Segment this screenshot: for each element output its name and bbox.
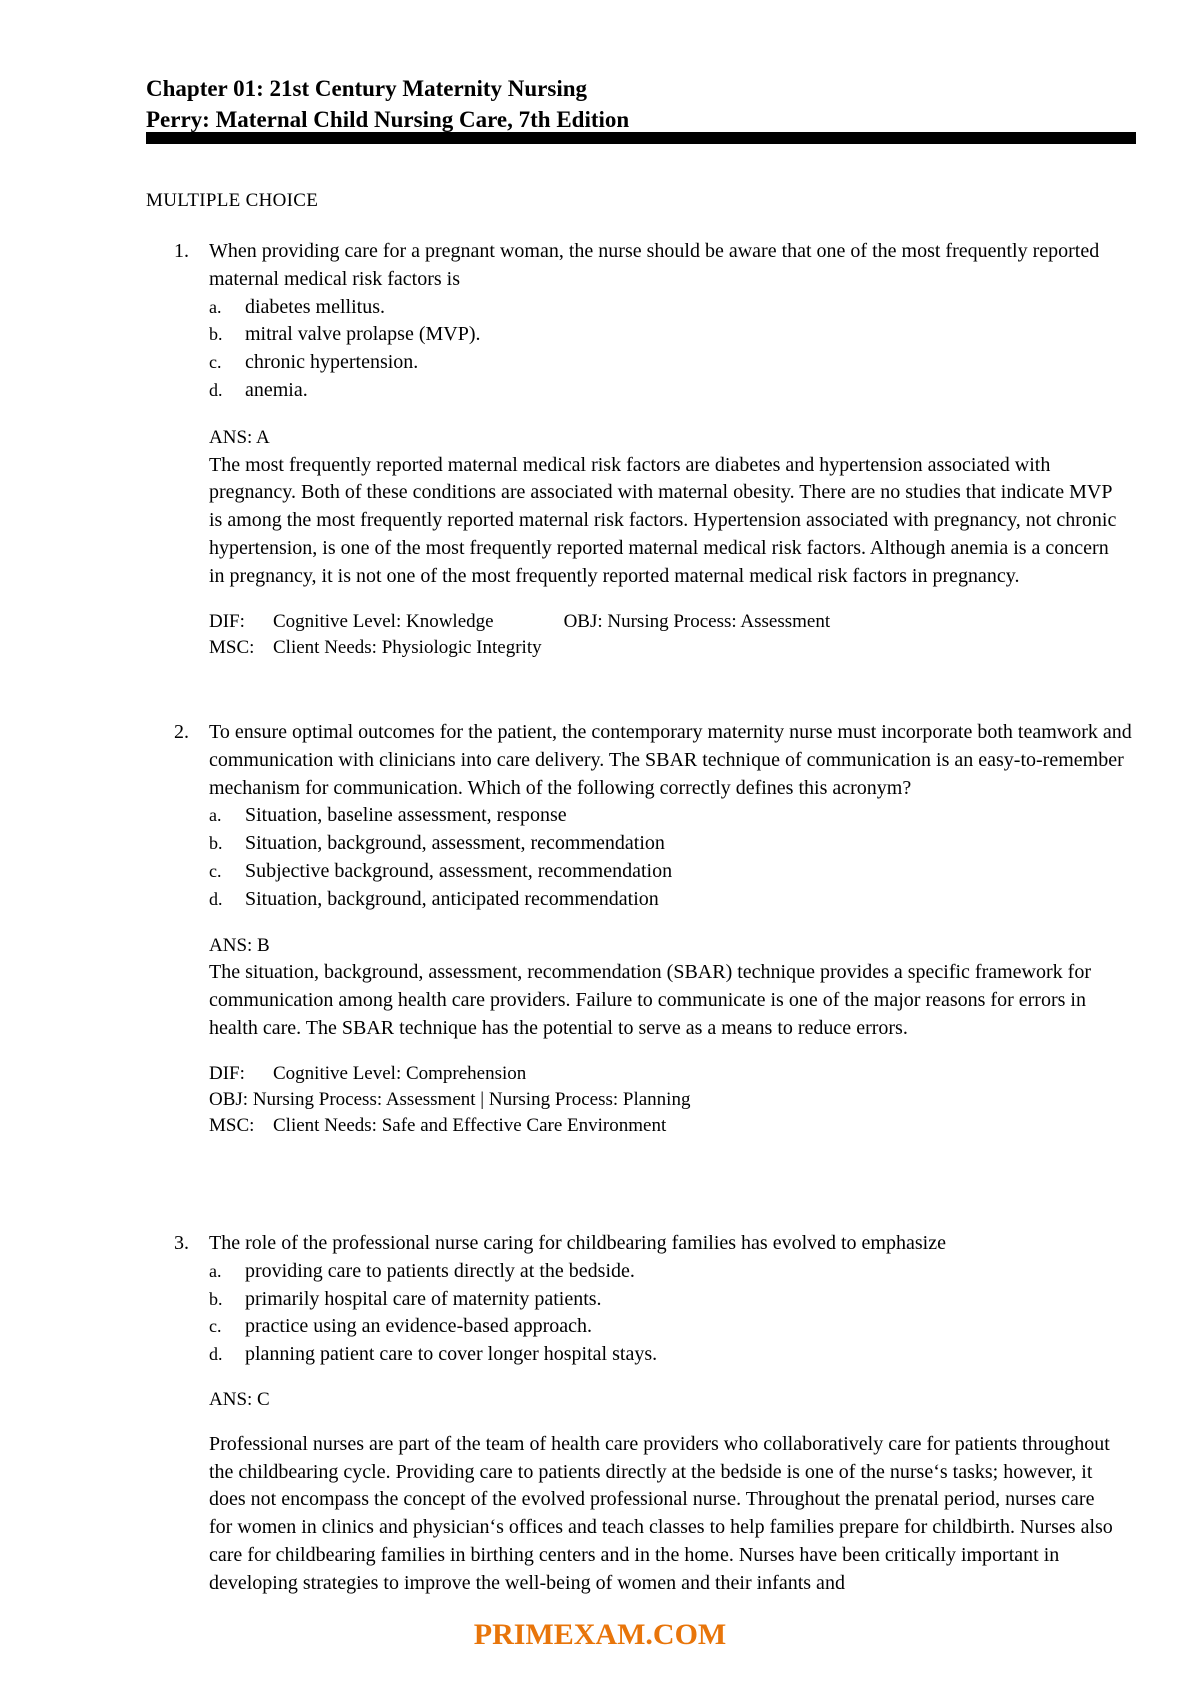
question-number: 3. — [174, 1232, 189, 1254]
msc-label: MSC: — [209, 1114, 255, 1136]
option-letter: d. — [209, 1344, 223, 1365]
question-text: When providing care for a pregnant woman, the nurse should be aware that one of the most frequently reported maternal medical risk factors is — [209, 240, 1100, 290]
obj-value: OBJ: Nursing Process: Assessment — [563, 610, 831, 632]
option-text: mitral valve prolapse (MVP). — [245, 323, 481, 346]
dif-value: Cognitive Level: Knowledge — [273, 610, 494, 632]
question-stem — [146, 719, 1136, 802]
chapter-title: Chapter 01: 21st Century Maternity Nursing — [146, 76, 588, 101]
option-a — [146, 802, 1136, 830]
option-text: Situation, background, assessment, recommendation — [245, 832, 665, 855]
question-text: To ensure optimal outcomes for the patient, the contemporary maternity nurse must incorporate both teamwork and communication with clinicians into care delivery. The SBAR technique of communication is an easy-to-remember mechanism for communication. Which of the following correctly defines this acronym? — [209, 721, 1132, 799]
meta-row-msc — [209, 1113, 1136, 1139]
option-text: Situation, baseline assessment, response — [245, 804, 567, 827]
option-b — [146, 830, 1136, 858]
option-letter: c. — [209, 352, 222, 373]
rationale-text: Professional nurses are part of the team of health care providers who collaboratively care for patients throughout the childbearing cycle. Providing care to patients directly at the bedside is one of the nurse‘s tasks; however, it does not encompass the concept of the evolved professional nurse. Throughout the prenatal period, nurses care for women in clinics and physician‘s offices and teach classes to help families prepare for childbirth. Nurses also care for childbearing families in birthing centers and in the home. Nurses have been critically important in developing strategies to improve the well-being of women and their infants and — [209, 1432, 1113, 1594]
option-letter: c. — [209, 860, 222, 881]
option-a — [146, 294, 1136, 322]
option-text: anemia. — [245, 378, 308, 401]
answer-key: ANS: B — [209, 934, 270, 956]
answer-key: ANS: C — [209, 1388, 270, 1410]
dif-label: DIF: — [209, 1062, 245, 1084]
option-letter: b. — [209, 324, 223, 345]
dif-value: Cognitive Level: Comprehension — [273, 1062, 527, 1084]
option-text: Situation, background, anticipated recommendation — [245, 887, 659, 910]
option-text: providing care to patients directly at the bedside. — [245, 1259, 635, 1282]
question-number: 2. — [174, 721, 189, 743]
option-text: practice using an evidence-based approach. — [245, 1315, 593, 1338]
option-text: Subjective background, assessment, recommendation — [245, 859, 673, 882]
question-stem — [146, 238, 1136, 294]
option-letter: d. — [209, 379, 223, 400]
option-letter: b. — [209, 1288, 223, 1309]
rationale-text: The most frequently reported maternal medical risk factors are diabetes and hypertension associated with pregnancy. Both of these conditions are associated with maternal obesity. There are no studies that indicate MVP is among the most frequently reported maternal risk factors. Hypertension associated with pregnancy, not chronic hypertension, is one of the most frequently reported maternal medical risk factors. Although anemia is a concern in pregnancy, it is not one of the most frequently reported maternal medical risk factors in pregnancy. — [209, 453, 1117, 587]
option-d — [146, 377, 1136, 405]
option-text: chronic hypertension. — [245, 351, 419, 374]
option-letter: d. — [209, 888, 223, 909]
question-3 — [146, 1230, 1136, 1598]
question-metadata — [146, 1061, 1136, 1139]
option-c — [146, 349, 1136, 377]
book-title: Perry: Maternal Child Nursing Care, 7th Edition — [146, 107, 630, 132]
question-1 — [146, 238, 1136, 661]
question-text: The role of the professional nurse caring for childbearing families has evolved to emphasize — [209, 1232, 946, 1254]
rationale-text: The situation, background, assessment, recommendation (SBAR) technique provides a specific framework for communication among health care providers. Failure to communicate is one of the major reasons for errors in health care. The SBAR technique has the potential to serve as a means to reduce errors. — [209, 961, 1091, 1039]
option-list — [146, 802, 1136, 913]
meta-row-dif — [209, 1061, 1136, 1087]
option-b — [146, 321, 1136, 349]
option-text: primarily hospital care of maternity patients. — [245, 1287, 602, 1310]
option-letter: a. — [209, 1260, 222, 1281]
option-text: diabetes mellitus. — [245, 295, 385, 318]
header-rule — [146, 132, 1136, 144]
section-heading: MULTIPLE CHOICE — [146, 190, 319, 211]
option-list — [146, 294, 1136, 405]
meta-row-msc — [209, 635, 1136, 661]
msc-value: Client Needs: Physiologic Integrity — [273, 636, 542, 658]
option-c — [146, 1313, 1136, 1341]
option-a — [146, 1258, 1136, 1286]
option-letter: c. — [209, 1316, 222, 1337]
meta-row-dif — [209, 609, 1136, 635]
obj-value: OBJ: Nursing Process: Assessment | Nursing Process: Planning — [209, 1088, 691, 1110]
option-letter: b. — [209, 833, 223, 854]
question-metadata — [146, 609, 1136, 661]
question-number: 1. — [174, 240, 189, 262]
dif-label: DIF: — [209, 610, 245, 632]
option-text: planning patient care to cover longer hospital stays. — [245, 1343, 658, 1366]
question-2 — [146, 719, 1136, 1139]
site-watermark: PRIMEXAM.COM — [473, 1618, 727, 1651]
msc-label: MSC: — [209, 636, 255, 658]
answer-key: ANS: A — [209, 426, 270, 448]
option-d — [146, 1341, 1136, 1369]
option-d — [146, 886, 1136, 914]
question-stem — [146, 1230, 1136, 1258]
option-c — [146, 858, 1136, 886]
option-letter: a. — [209, 296, 222, 317]
meta-row-obj — [209, 1087, 1136, 1113]
msc-value: Client Needs: Safe and Effective Care Environment — [273, 1114, 667, 1136]
option-b — [146, 1286, 1136, 1314]
option-letter: a. — [209, 805, 222, 826]
option-list — [146, 1258, 1136, 1369]
